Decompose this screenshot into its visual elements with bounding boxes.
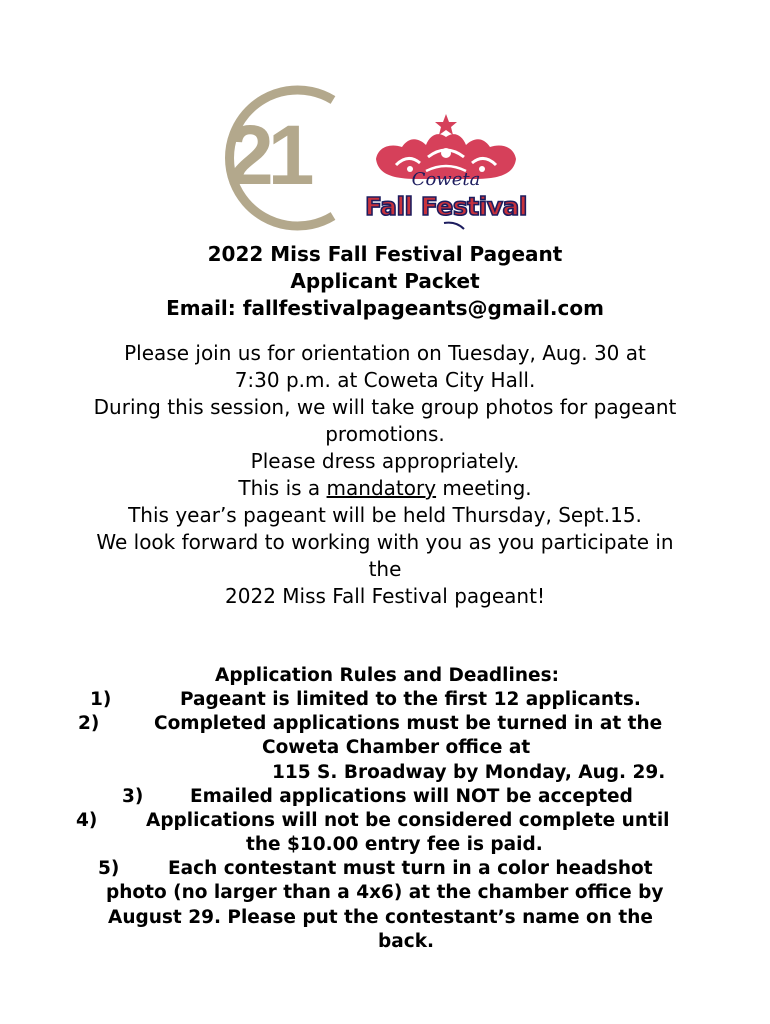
rule-number: 2) <box>78 713 100 735</box>
intro-line: 7:30 p.m. at Coweta City Hall. <box>234 368 536 392</box>
intro-line: promotions. <box>325 422 445 446</box>
rules-heading: Application Rules and Deadlines: <box>215 665 559 686</box>
rule-text: Pageant is limited to the first 12 applicants. <box>180 689 641 711</box>
rule-text: back. <box>378 931 435 953</box>
intro-line: 2022 Miss Fall Festival pageant! <box>225 584 545 608</box>
rule-text: Applications will not be considered complete until <box>146 810 670 832</box>
rules-list <box>60 688 730 954</box>
rule-item <box>60 712 730 785</box>
rule-number: 4) <box>76 810 98 832</box>
page-title: 2022 Miss Fall Festival Pageant <box>207 242 563 266</box>
coweta-fall-festival-logo <box>356 113 536 231</box>
century-21-logo <box>205 78 345 238</box>
intro-line: This year’s pageant will be held Thursday, Sept.15. <box>128 503 642 527</box>
mandatory-meeting-line <box>40 475 730 502</box>
rule-text: Each contestant must turn in a color headshot <box>168 858 653 880</box>
rule-text: Emailed applications will NOT be accepted <box>190 786 633 808</box>
page-subtitle: Applicant Packet <box>290 269 480 293</box>
intro-text: This is a <box>238 476 327 500</box>
fall-festival-logo-text: Fall Festival <box>365 192 527 221</box>
intro-line: Please join us for orientation on Tuesday, Aug. 30 at <box>124 341 646 365</box>
rule-item <box>60 857 730 954</box>
rule-text: Coweta Chamber office at <box>262 737 531 759</box>
rule-number: 1) <box>90 689 112 711</box>
document-header <box>0 241 770 322</box>
rules-section <box>60 664 730 954</box>
coweta-script-text: Coweta <box>411 169 481 190</box>
intro-line: During this session, we will take group photos for pageant <box>93 395 677 419</box>
contact-email: Email: fallfestivalpageants@gmail.com <box>166 296 604 320</box>
rule-text: 115 S. Broadway by Monday, Aug. 29. <box>272 762 666 784</box>
rule-text: the $10.00 entry fee is paid. <box>246 834 543 856</box>
rule-item <box>60 688 730 712</box>
rule-item <box>60 809 730 857</box>
intro-line: We look forward to working with you as you participate in <box>96 530 674 554</box>
century-21-logo-text: 21 <box>227 108 309 202</box>
rule-text: Completed applications must be turned in at the <box>154 713 663 735</box>
mandatory-emphasis: mandatory <box>326 476 437 500</box>
rule-text: photo (no larger than a 4x6) at the chamber office by <box>106 882 664 904</box>
rule-number: 3) <box>122 786 144 808</box>
logo-row <box>0 78 770 238</box>
rule-text: August 29. Please put the contestant’s name on the <box>108 907 653 929</box>
intro-text: meeting. <box>436 476 532 500</box>
orientation-notice <box>40 340 730 610</box>
intro-line: Please dress appropriately. <box>250 449 520 473</box>
rule-number: 5) <box>98 858 120 880</box>
rule-item <box>60 785 730 809</box>
intro-line: the <box>368 557 402 581</box>
